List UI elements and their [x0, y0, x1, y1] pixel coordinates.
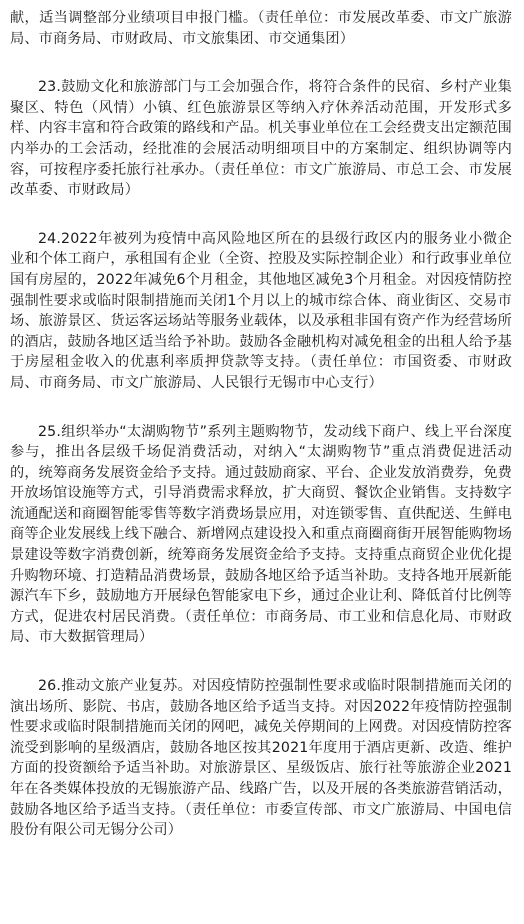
paragraph-item-23: 23.鼓励文化和旅游部门与工会加强合作，将符合条件的民宿、乡村产业集聚区、特色（风情）小镇、红色旅游景区等纳入疗休养活动范围，开发形式多样、内容丰富和符合政策的路线和产品。机关事业单位在工会经费支出定额范围内举办的工会活动，经批准的会展活动明细项目中的方案制定、组织协调等内容，可按程序委托旅行社承办。（责任单位：市文广旅游局、市总工会、市发展改革委、市财政局）	[10, 79, 512, 199]
paragraph-item-26: 26.推动文旅产业复苏。对因疫情防控强制性要求或临时限制措施而关闭的演出场所、影院、书店，鼓励各地区给予适当支持。对因2022年疫情防控强制性要求或临时限制措施而关闭的网吧，减免关停期间的上网费。对因疫情防控客流受到影响的星级酒店，鼓励各地区按其2021年度用于酒店更新、改造、维护方面的投资额给予适当补助。对旅游景区、星级饭店、旅行社等旅游企业2021年在各类媒体投放的无锡旅游产品、线路广告，以及开展的各类旅游营销活动，鼓励各地区给予适当支持。（责任单位：市委宣传部、市文广旅游局、中国电信股份有限公司无锡分公司）	[10, 678, 512, 839]
paragraph-continuation: 献，适当调整部分业绩项目申报门槛。（责任单位：市发展改革委、市文广旅游局、市商务局、市财政局、市文旅集团、市交通集团）	[10, 10, 512, 47]
paragraph-item-25: 25.组织举办“太湖购物节”系列主题购物节，发动线下商户、线上平台深度参与，推出各层级千场促消费活动，对纳入“太湖购物节”重点消费促进活动的，统筹商务发展资金给予支持。通过鼓励商家、平台、企业发放消费券，免费开放场馆设施等方式，引导消费需求释放，扩大商贸、餐饮企业销售。支持数字流通配送和商圈智能零售等数字消费场景应用，对连锁零售、直供配送、生鲜电商等企业发展线上线下融合、新增网点建设投入和重点商圈商街开展智能购物场景建设等数字消费创新，统筹商务发展资金给予支持。支持重点商贸企业优化提升购物环境、打造精品消费场景，鼓励各地区给予适当补助。支持各地开展新能源汽车下乡，鼓励地方开展绿色智能家电下乡，通过企业让利、降低首付比例等方式，促进农村居民消费。（责任单位：市商务局、市工业和信息化局、市财政局、市大数据管理局）	[10, 423, 512, 646]
paragraph-item-24: 24.2022年被列为疫情中高风险地区所在的县级行政区内的服务业小微企业和个体工商户，承租国有企业（全资、控股及实际控制企业）和行政事业单位国有房屋的，2022年减免6个月租金，其他地区减免3个月租金。对因疫情防控强制性要求或临时限制措施而关闭1个月以上的城市综合体、商业街区、交易市场、旅游景区、货运客运场站等服务业载体，以及承租非国有资产作为经营场所的酒店，鼓励各地区适当给予补助。鼓励各金融机构对减免租金的出租人给予基于房屋租金收入的优惠利率质押贷款等支持。（责任单位：市国资委、市财政局、市商务局、市文广旅游局、人民银行无锡市中心支行）	[10, 230, 512, 391]
